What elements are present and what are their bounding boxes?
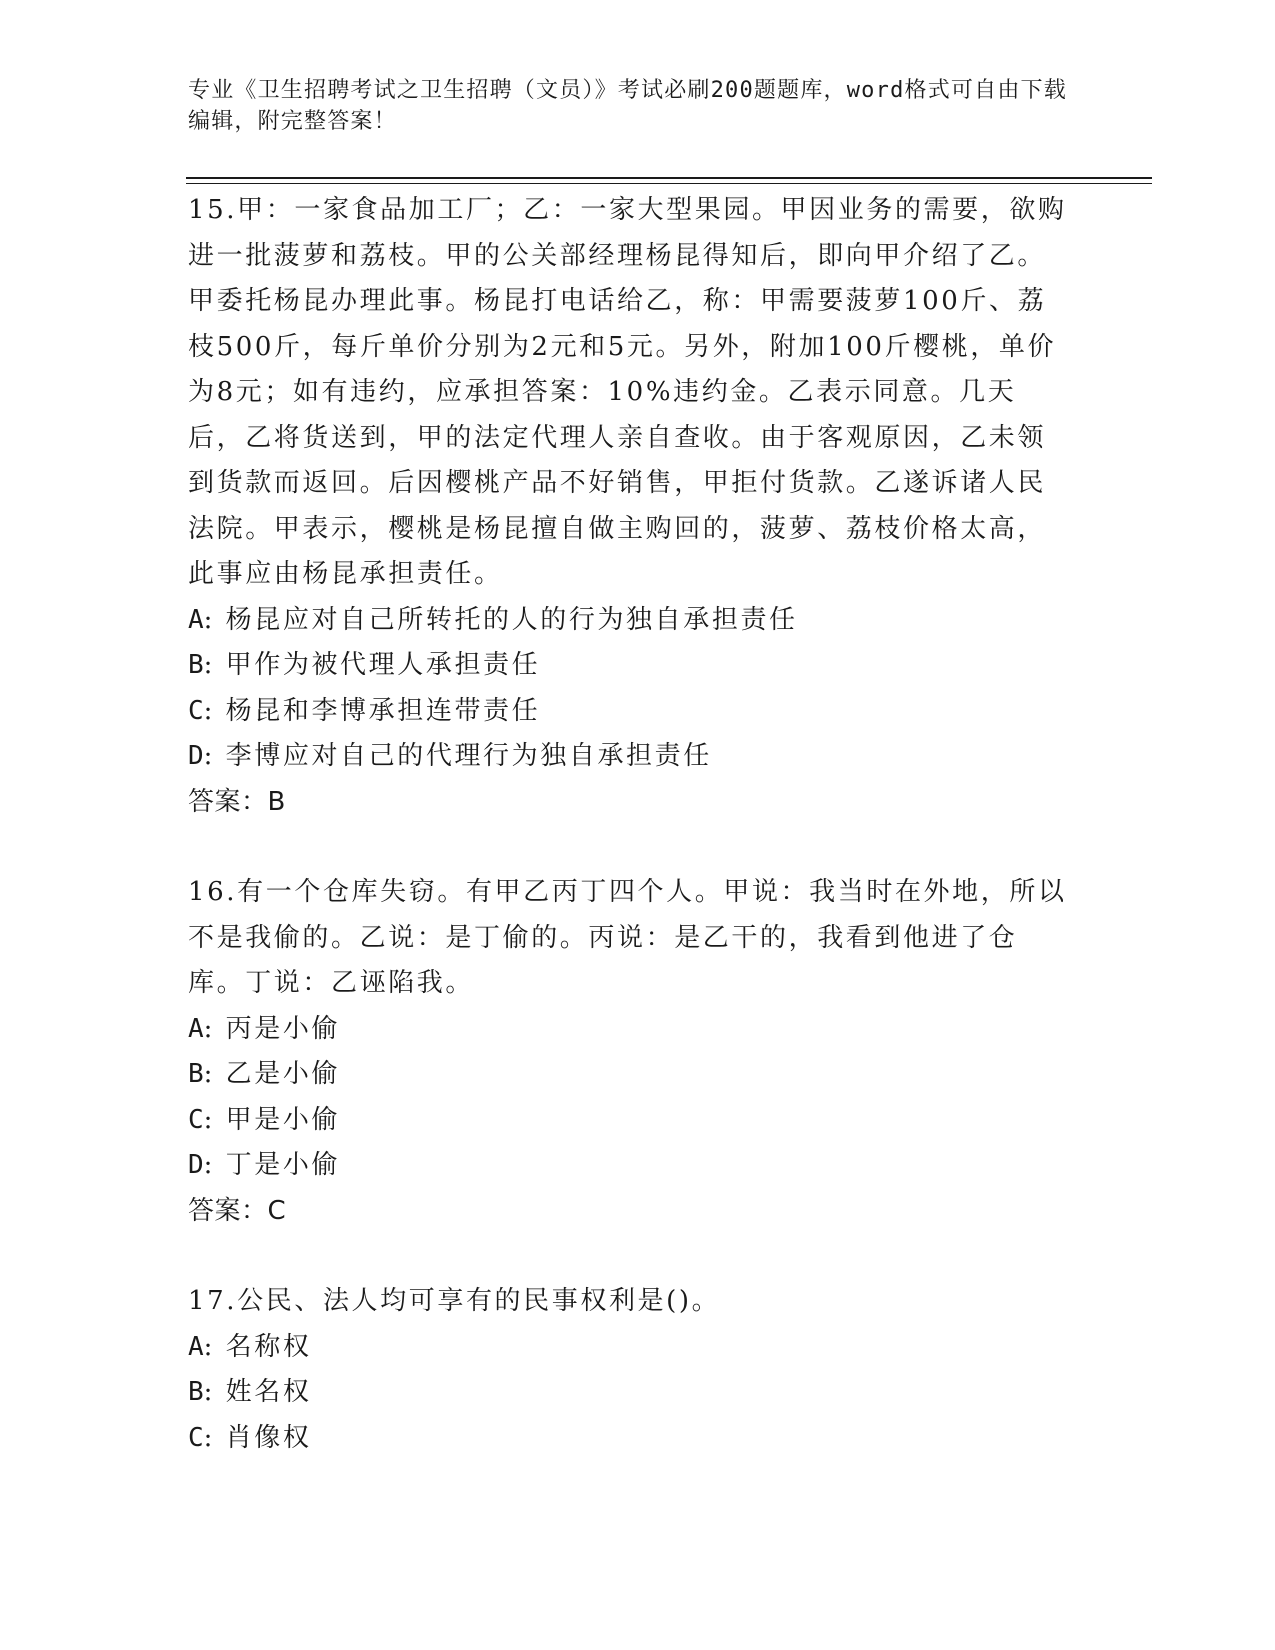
question-17 [188, 1279, 1068, 1461]
option-letter: D [188, 1150, 204, 1180]
option-letter: C [188, 695, 204, 726]
option-a: A: 名称权 [188, 1331, 312, 1362]
option-text: 李博应对自己的代理行为独自承担责任 [225, 741, 712, 771]
option-c: C: 杨昆和李博承担连带责任 [188, 695, 541, 726]
option-letter: B [188, 650, 204, 680]
option-letter: C [188, 1104, 204, 1135]
header-divider-thin [186, 183, 1152, 184]
option-text: 丁是小偷 [225, 1150, 341, 1180]
option-b: B: 甲作为被代理人承担责任 [188, 650, 541, 680]
question-stem [188, 188, 1068, 598]
question-text: 公民、法人均可享有的民事权利是()。 [237, 1286, 721, 1316]
header-divider-thick [186, 177, 1152, 179]
question-stem [188, 1279, 1068, 1325]
option-letter: D [188, 741, 204, 771]
option-text: 杨昆应对自己所转托的人的行为独自承担责任 [225, 604, 798, 635]
option-text: 姓名权 [225, 1377, 312, 1407]
option-d: D: 李博应对自己的代理行为独自承担责任 [188, 741, 712, 771]
option-c: C: 甲是小偷 [188, 1104, 341, 1135]
option-text: 丙是小偷 [225, 1013, 341, 1044]
option-letter: A [188, 1013, 204, 1044]
option-a: A: 丙是小偷 [188, 1013, 341, 1044]
option-letter: C [188, 1422, 204, 1453]
answer-line: 答案：C [188, 1195, 287, 1226]
option-letter: B [188, 1059, 204, 1089]
option-text: 杨昆和李博承担连带责任 [225, 695, 541, 726]
question-number: 17. [188, 1286, 238, 1316]
option-text: 乙是小偷 [225, 1059, 341, 1089]
question-number: 16. [188, 877, 238, 907]
option-text: 甲是小偷 [225, 1104, 341, 1135]
option-c: C: 肖像权 [188, 1422, 312, 1453]
document-header: 专业《卫生招聘考试之卫生招聘（文员）》考试必刷200题题库，word格式可自由下载编辑，附完整答案！ [188, 78, 1067, 134]
option-b: B: 乙是小偷 [188, 1059, 341, 1089]
option-text: 甲作为被代理人承担责任 [225, 650, 541, 680]
option-letter: A [188, 604, 204, 635]
question-stem [188, 870, 1068, 1007]
question-text: 有一个仓库失窃。有甲乙丙丁四个人。甲说：我当时在外地，所以不是我偷的。乙说：是丁偷的。丙说：是乙干的，我看到他进了仓库。丁说：乙诬陷我。 [188, 877, 1067, 998]
option-letter: B [188, 1377, 204, 1407]
option-letter: A [188, 1331, 204, 1362]
answer-line: 答案：B [188, 786, 286, 817]
option-b: B: 姓名权 [188, 1377, 312, 1407]
question-list [188, 188, 1068, 1461]
question-text: 甲：一家食品加工厂；乙：一家大型果园。甲因业务的需要，欲购进一批菠萝和荔枝。甲的公关部经理杨昆得知后，即向甲介绍了乙。甲委托杨昆办理此事。杨昆打电话给乙，称：甲需要菠萝100斤、荔枝500斤，每斤单价分别为2元和5元。另外，附加100斤樱桃，单价为8元；如有违约，应承担答案：10%违约金。乙表示同意。几天后，乙将货送到，甲的法定代理人亲自查收。由于客观原因，乙未领到货款而返回。后因樱桃产品不好销售，甲拒付货款。乙遂诉诸人民法院。甲表示，樱桃是杨昆擅自做主购回的，菠萝、荔枝价格太高，此事应由杨昆承担责任。 [188, 195, 1067, 589]
question-number: 15. [188, 195, 238, 225]
option-d: D: 丁是小偷 [188, 1150, 341, 1180]
option-text: 肖像权 [225, 1422, 312, 1453]
question-16 [188, 870, 1068, 1234]
question-15 [188, 188, 1068, 825]
option-text: 名称权 [225, 1331, 312, 1362]
option-a: A: 杨昆应对自己所转托的人的行为独自承担责任 [188, 604, 798, 635]
